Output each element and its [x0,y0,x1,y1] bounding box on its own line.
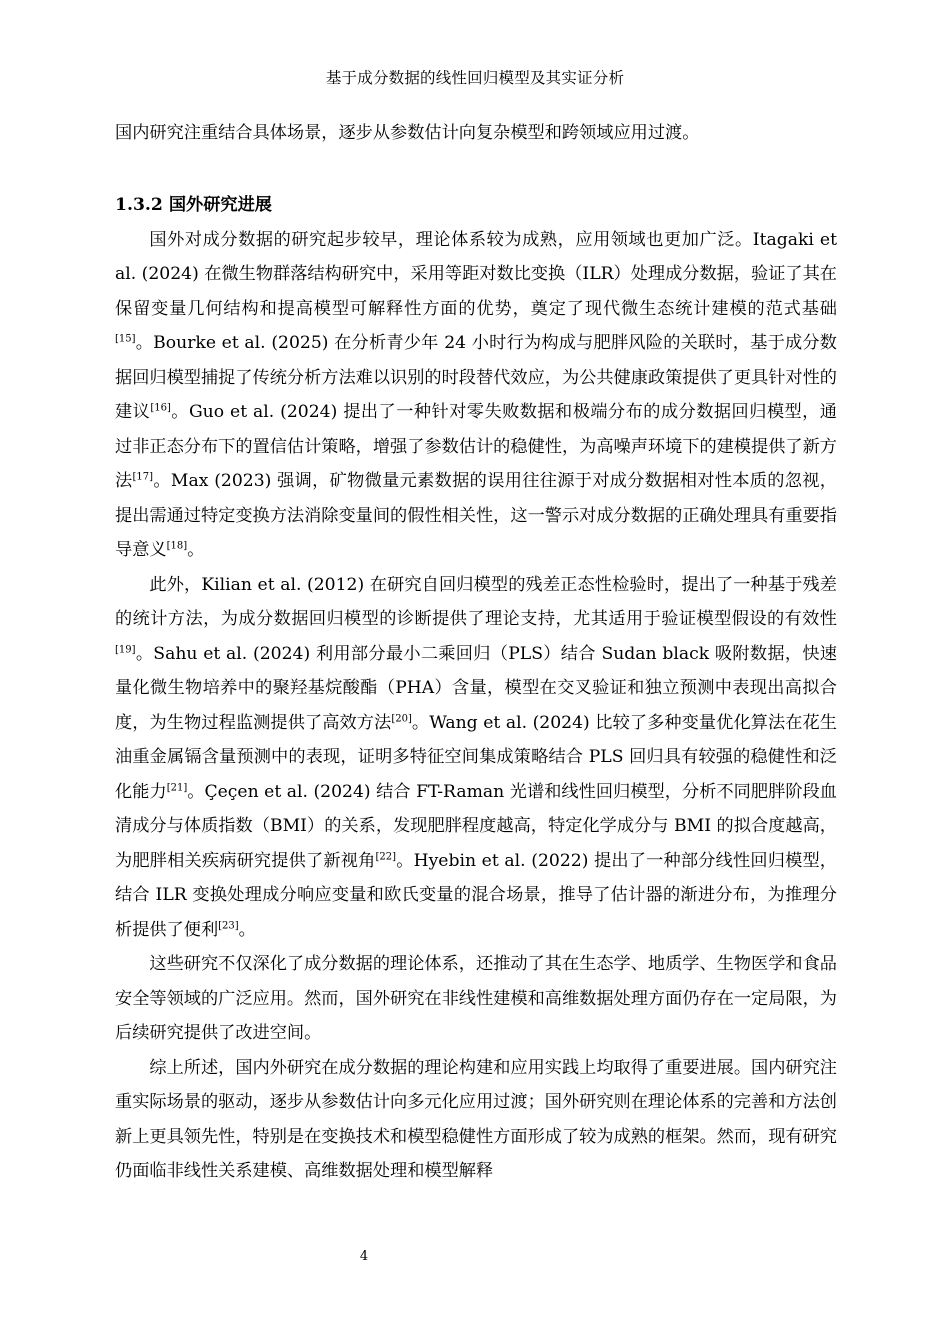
citation-18: [18] [166,540,188,552]
intro-line: 国内研究注重结合具体场景，逐步从参数估计向复杂模型和跨领域应用过渡。 [115,123,700,143]
citation-17: [17] [132,471,154,483]
page-number: 4 [359,1249,369,1264]
text-segment: 。Max (2023) 强调，矿物微量元素数据的误用往往源于对成分数据相对性本质的忽视，提出需通过特定变换方法消除变量间的假性相关性，这一警示对成分数据的正确处理具有重要指导意义 [115,471,837,560]
citation-16: [16] [150,402,171,414]
citation-23: [23] [218,919,239,931]
page-body [115,116,837,1189]
text-segment: 。 [187,540,205,560]
text-segment: 。Çeçen et al. (2024) 结合 FT-Raman 光谱和线性回归模型，分析不同肥胖阶段血清成分与体质指数（BMI）的关系，发现肥胖程度越高，特定化学成分与 BMI 的拟合度越高，为肥胖相关疾病研究提供了新视角 [115,781,837,871]
text-segment: 。Sahu et al. (2024) 利用部分最小二乘回归（PLS）结合 Sudan black 吸附数据，快速量化微生物培养中的聚羟基烷酸酯（PHA）含量，模型在交叉验证和独立预测中表现出高拟合度，为生物过程监测提供了高效方法 [115,643,837,733]
text-segment: 。Bourke et al. (2025) 在分析青少年 24 小时行为构成与肥胖风险的关联时，基于成分数据回归模型捕捉了传统分析方法难以识别的时段替代效应，为公共健康政策提供了更具针对性的建议 [115,333,837,422]
paragraph-3: 这些研究不仅深化了成分数据的理论体系，还推动了其在生态学、地质学、生物医学和食品安全等领域的广泛应用。然而，国外研究在非线性建模和高维数据处理方面仍存在一定局限，为后续研究提供了改进空间。 [115,954,837,1043]
citation-21: [21] [166,781,188,793]
citation-19: [19] [115,643,136,655]
citation-15: [15] [115,333,136,345]
text-segment: 国外对成分数据的研究起步较早，理论体系较为成熟，应用领域也更加广泛。Itagaki et al. (2024) 在微生物群落结构研究中，采用等距对数比变换（ILR）处理成分数据，验证了其在保留变量几何结构和提高模型可解释性方面的优势，奠定了现代微生态统计建模的范式基础 [115,229,837,319]
text-segment: 。Wang et al. (2024) 比较了多种变量优化算法在花生油重金属镉含量预测中的表现，证明多特征空间集成策略结合 PLS 回归具有较强的稳健性和泛化能力 [115,712,837,802]
text-segment: 。Guo et al. (2024) 提出了一种针对零失败数据和极端分布的成分数据回归模型，通过非正态分布下的置信估计策略，增强了参数估计的稳健性，为高噪声环境下的建模提供了新方法 [115,402,837,491]
paragraph-2 [115,568,837,948]
citation-20: [20] [391,712,412,724]
running-header: 基于成分数据的线性回归模型及其实证分析 [325,69,625,87]
text-segment: 。 [238,919,256,940]
citation-22: [22] [375,850,397,862]
paragraph-4: 综上所述，国内外研究在成分数据的理论构建和应用实践上均取得了重要进展。国内研究注重实际场景的驱动，逐步从参数估计向多元化应用过渡；国外研究则在理论体系的完善和方法创新上更具领先性，特别是在变换技术和模型稳健性方面形成了较为成熟的框架。然而，现有研究仍面临非线性关系建模、高维数据处理和模型解释 [115,1057,837,1181]
text-segment: 。Hyebin et al. (2022) 提出了一种部分线性回归模型，结合 ILR 变换处理成分响应变量和欧氏变量的混合场景，推导了估计器的渐进分布，为推理分析提供了便利 [115,850,837,940]
text-segment: 此外，Kilian et al. (2012) 在研究自回归模型的残差正态性检验时，提出了一种基于残差的统计方法，为成分数据回归模型的诊断提供了理论支持，尤其适用于验证模型假设的有效性 [115,574,837,629]
paragraph-1 [115,223,837,568]
section-heading: 1.3.2 国外研究进展 [115,194,272,215]
